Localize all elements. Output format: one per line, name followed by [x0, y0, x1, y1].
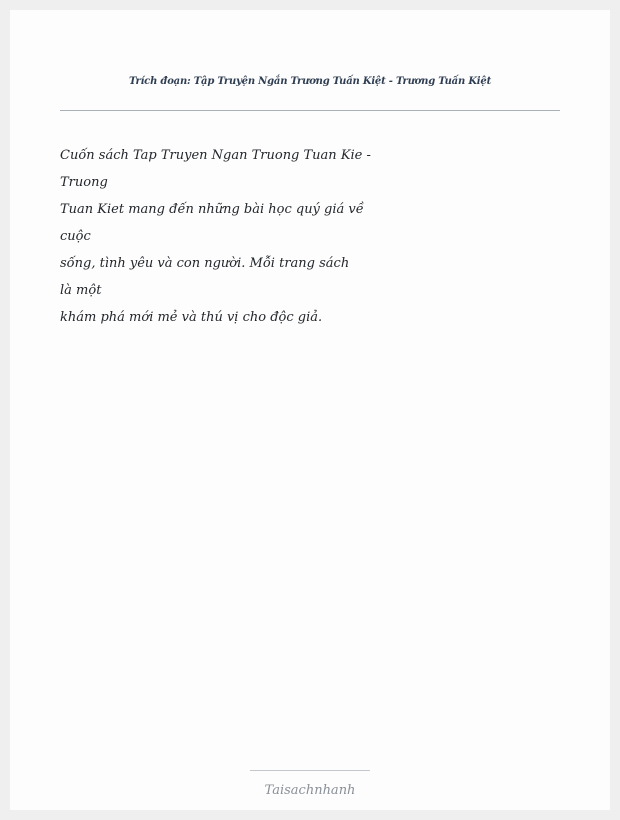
excerpt-line: Truong — [60, 175, 108, 190]
excerpt-line: Tuan Kiet mang đến những bài học quý giá về — [60, 202, 364, 217]
title-divider — [60, 110, 560, 111]
excerpt-line: sống, tình yêu và con người. Mỗi trang sách — [60, 256, 350, 271]
footer-site-name: Taisachnhanh — [264, 783, 356, 798]
excerpt-line: là một — [60, 283, 102, 298]
excerpt-line: cuộc — [60, 229, 91, 244]
excerpt-line: Cuốn sách Tap Truyen Ngan Truong Tuan Kie - — [60, 148, 371, 163]
document-page — [10, 10, 610, 810]
excerpt-body — [60, 142, 390, 331]
excerpt-line: khám phá mới mẻ và thú vị cho độc giả. — [60, 310, 323, 325]
page-title: Trích đoạn: Tập Truyện Ngắn Trương Tuấn Kiệt - Trương Tuấn Kiệt — [129, 76, 491, 87]
footer-divider — [250, 770, 370, 771]
